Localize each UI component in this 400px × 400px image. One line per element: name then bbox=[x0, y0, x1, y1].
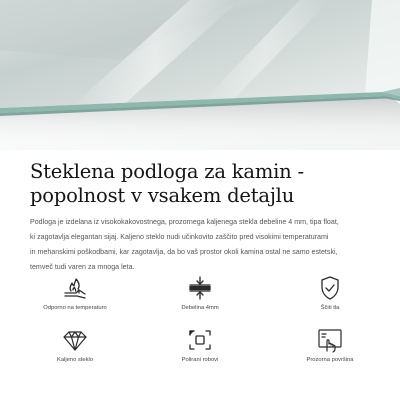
glass-plate-image bbox=[0, 0, 400, 150]
description-line-3: in mehanskimi poškodbami, kar zagotavlja, da bo vaš prostor okoli kamina ostal ne samo estetski, bbox=[30, 248, 338, 256]
feature-polished-edges bbox=[145, 327, 255, 363]
feature-transparent-surface bbox=[275, 327, 385, 363]
feature-label: Kaljeno steklo bbox=[56, 357, 94, 363]
feature-label: Debelina 4mm bbox=[181, 305, 219, 311]
feature-grid bbox=[0, 275, 400, 400]
feature-label: Odporno na temperaturo bbox=[43, 305, 107, 311]
page-title bbox=[30, 160, 380, 208]
feature-label: Polirani robovi bbox=[181, 357, 219, 363]
description-line-4: temveč tudi varen za mnoga leta. bbox=[30, 263, 135, 271]
flame-resistance-icon bbox=[62, 275, 88, 301]
feature-temperature bbox=[20, 275, 130, 311]
hand-surface-icon bbox=[317, 327, 343, 353]
feature-label: Ščiti tla bbox=[320, 305, 340, 311]
product-image bbox=[0, 0, 400, 150]
description-line-2: ki zagotavlja elegantan sijaj. Kaljeno steklo nudi učinkovito zaščito pred visokimi temperaturami bbox=[30, 233, 329, 241]
product-description bbox=[30, 215, 378, 275]
description-line-1: Podloga je izdelana iz visokokakovostnega, prozornega kaljenega stekla debeline 4 mm, tipa float, bbox=[30, 218, 339, 226]
title-line-2: popolnost v vsakem detajlu bbox=[30, 184, 295, 207]
feature-tempered-glass bbox=[20, 327, 130, 363]
polished-edges-icon bbox=[187, 327, 213, 353]
title-line-1: Steklena podloga za kamin - bbox=[30, 160, 304, 183]
feature-label: Prozorna površina bbox=[306, 357, 354, 363]
feature-protects-floor bbox=[275, 275, 385, 311]
shield-check-icon bbox=[317, 275, 343, 301]
thickness-icon bbox=[187, 275, 213, 301]
feature-thickness bbox=[145, 275, 255, 311]
diamond-icon bbox=[62, 327, 88, 353]
